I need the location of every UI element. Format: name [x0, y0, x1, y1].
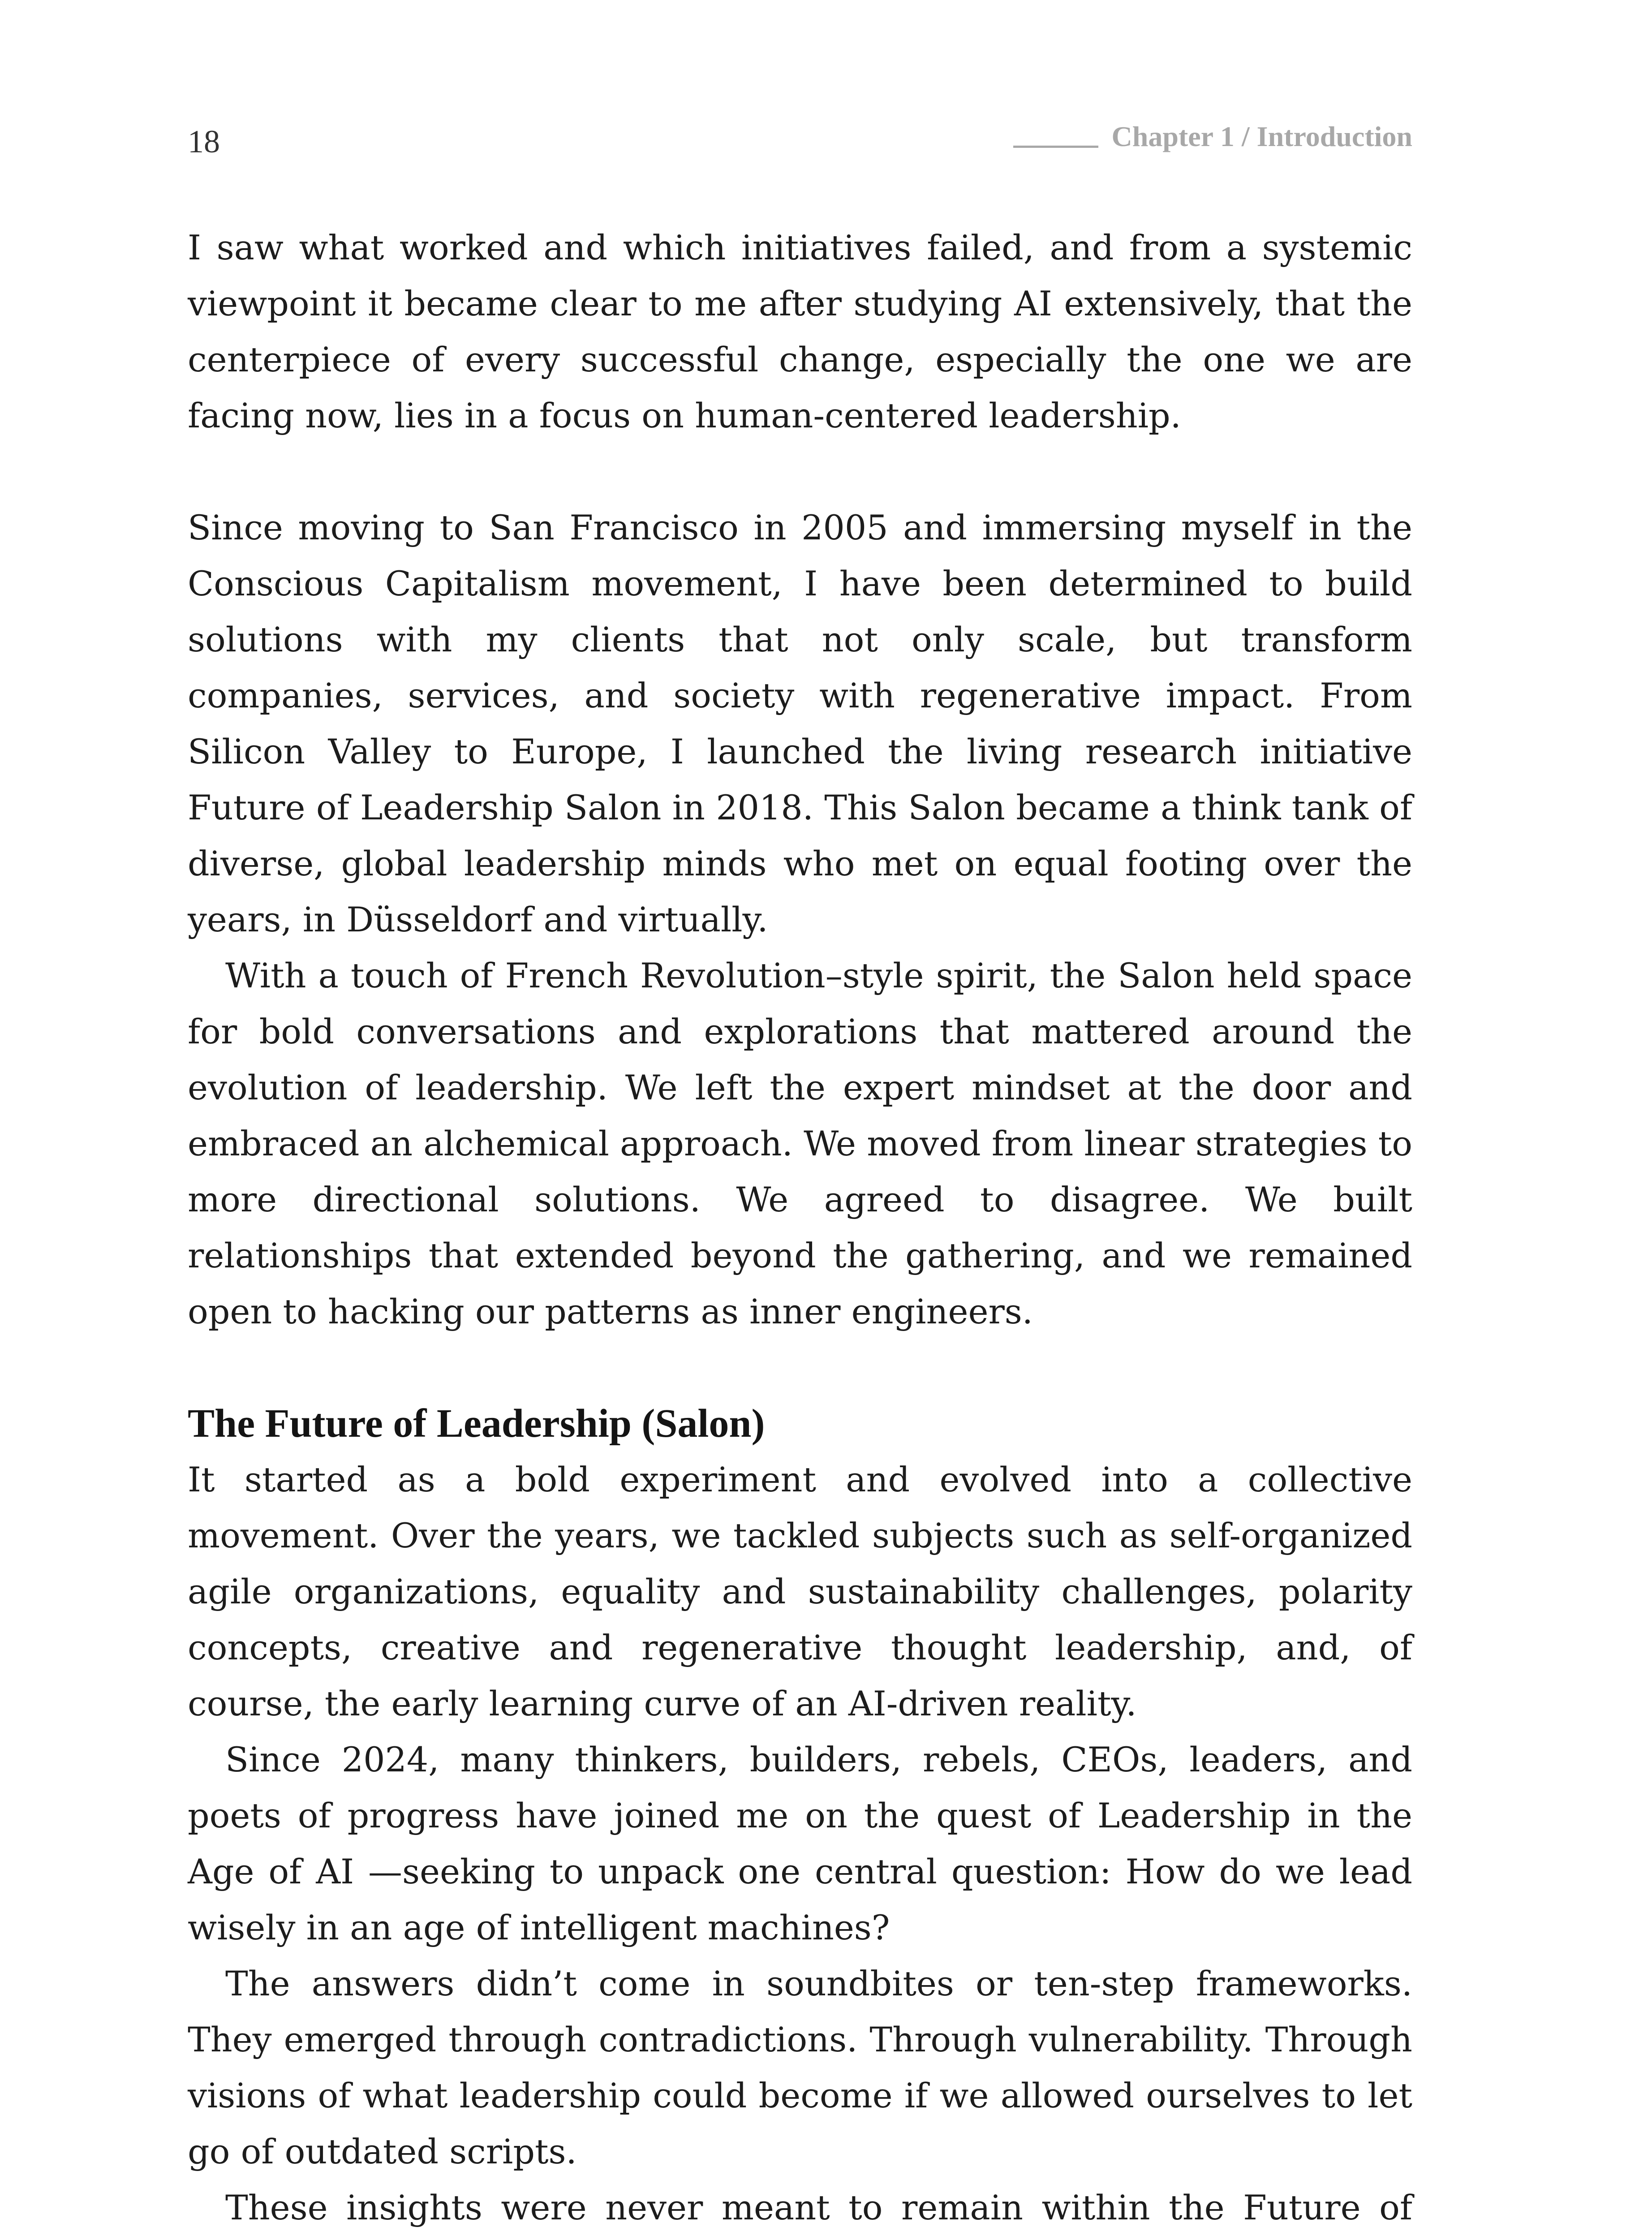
paragraph-4: It started as a bold experiment and evolved into a collective movement. Over the years, we tackled subjects such as self-organized agile organizations, equality and sustainability challenges, polarity concepts, creative and regenerative thought leadership, and, of course, the early learning curve of an AI-driven reality. [188, 1460, 1412, 1723]
paragraph-6: The answers didn’t come in soundbites or ten-step frameworks. They emerged through contradictions. Through vulnerability. Through visions of what leadership could become if we allowed ourselves to let go of outdated scripts. [188, 1964, 1412, 2171]
paragraph-5: Since 2024, many thinkers, builders, rebels, CEOs, leaders, and poets of progress have joined me on the quest of Leadership in the Age of AI —seeking to unpack one central question: How do we lead wisely in an age of intelligent machines? [188, 1740, 1412, 1947]
page-number: 18 [188, 124, 220, 159]
paragraph-1: I saw what worked and which initiatives failed, and from a systemic viewpoint it became clear to me after studying AI extensively, that the centerpiece of every successful change, especially the one we are facing now, lies in a focus on human-centered leadership. [188, 228, 1412, 435]
paragraph-2: Since moving to San Francisco in 2005 and immersing myself in the Conscious Capitalism movement, I have been determined to build solutions with my clients that not only scale, but transform companies, services, and society with regenerative impact. From Silicon Valley to Europe, I launched the living research initiative Future of Leadership Salon in 2018. This Salon became a think tank of diverse, global leadership minds who met on equal footing over the years, in Düsseldorf and virtually. [188, 508, 1412, 939]
paragraph-3: With a touch of French Revolution–style spirit, the Salon held space for bold conversations and explorations that mattered around the evolution of leadership. We left the expert mindset at the door and embraced an alchemical approach. We moved from linear strategies to more directional solutions. We agreed to disagree. We built relationships that extended beyond the gathering, and we remained open to hacking our patterns as inner engineers. [188, 956, 1412, 1331]
paragraph-7: These insights were never meant to remain within the Future of [225, 2188, 1412, 2227]
running-head [1013, 120, 1413, 153]
paragraph-gap [188, 1340, 1412, 1396]
running-head-rule [1013, 146, 1098, 148]
body-text [188, 220, 1412, 2240]
running-head-text: Chapter 1 / Introduction [1111, 121, 1412, 152]
section-heading: The Future of Leadership (Salon) [188, 1401, 765, 1446]
paragraph-gap [188, 444, 1412, 500]
